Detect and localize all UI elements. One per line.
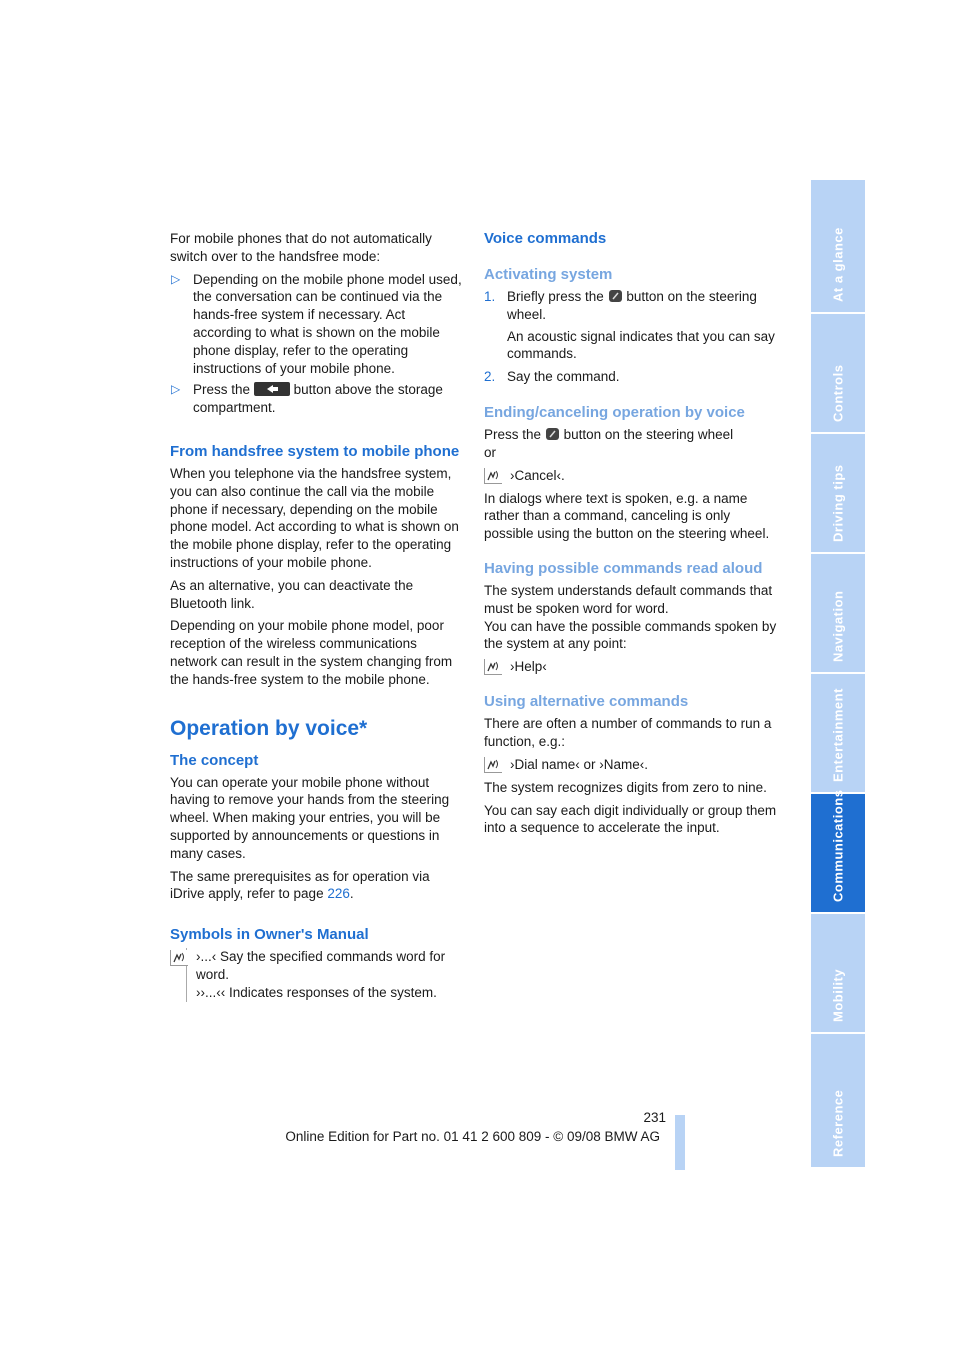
tab-driving-tips[interactable] bbox=[811, 434, 865, 552]
step-text: Briefly press the bbox=[507, 289, 604, 304]
paragraph: When you telephone via the handsfree system, you can also continue the call via the mobile phone if necessary, depending on the mobile phone model. Act according to what is shown on the mobile phone display, refer to the operating instructions of your mobile phone. bbox=[170, 465, 459, 570]
paragraph: You can have the possible commands spoken by the system at any point: bbox=[484, 618, 777, 652]
section-heading: The concept bbox=[170, 751, 259, 769]
voice-command-text: ›Cancel‹. bbox=[510, 467, 565, 483]
symbol-say-text: ›...‹ Say the specified commands word for word. bbox=[196, 949, 446, 982]
edition-footer: Online Edition for Part no. 01 41 2 600 809 - © 09/08 BMW AG bbox=[285, 1129, 660, 1144]
step-number: 1. bbox=[484, 289, 496, 304]
bullet-text: Press the bbox=[193, 382, 251, 398]
section-heading: From handsfree system to mobile phone bbox=[170, 442, 460, 460]
voice-command-icon bbox=[484, 757, 502, 773]
bullet-text: Depending on the mobile phone model used, the conversation can be continued via the hands-free system if necessary. Act according to what is shown on the mobile phone display, refer to the operating instructions of your mobile phone. bbox=[193, 271, 462, 376]
paragraph: or bbox=[484, 444, 497, 460]
voice-command-text: ›Dial name‹ or ›Name‹. bbox=[510, 756, 649, 772]
paragraph: In dialogs where text is spoken, e.g. a name rather than a command, canceling is only possible using the button on the steering wheel. bbox=[484, 490, 770, 542]
tab-label: Entertainment bbox=[830, 688, 846, 782]
tab-at-a-glance[interactable] bbox=[811, 180, 865, 312]
voice-command-line bbox=[484, 658, 779, 676]
tab-label: Reference bbox=[830, 1089, 846, 1157]
paragraph: There are often a number of commands to run a function, e.g.: bbox=[484, 716, 772, 749]
section-heading: Symbols in Owner's Manual bbox=[170, 926, 369, 944]
intro-text: For mobile phones that do not automatically switch over to the handsfree mode: bbox=[170, 231, 432, 264]
tab-entertainment[interactable] bbox=[811, 674, 865, 792]
paragraph: You can say each digit individually or group them into a sequence to accelerate the input. bbox=[484, 802, 777, 836]
voice-command-icon bbox=[484, 659, 502, 675]
paragraph-text: The same prerequisites as for operation via iDrive apply, refer to page bbox=[170, 868, 430, 902]
step-note: An acoustic signal indicates that you can say commands. bbox=[507, 328, 775, 362]
left-column bbox=[170, 230, 462, 1002]
storage-compartment-button-icon bbox=[254, 382, 290, 396]
steering-wheel-button-icon bbox=[608, 289, 623, 303]
list-item bbox=[170, 381, 462, 417]
tab-label: Mobility bbox=[830, 968, 846, 1022]
tab-label: Driving tips bbox=[830, 464, 846, 542]
step-text: Say the command. bbox=[507, 369, 620, 385]
page-reference-link[interactable]: 226 bbox=[327, 886, 350, 902]
voice-command-text: ›Help‹ bbox=[510, 659, 547, 675]
right-column bbox=[484, 230, 779, 842]
bullet-triangle-icon: ▷ bbox=[171, 382, 181, 397]
page-marker-bar bbox=[675, 1115, 685, 1170]
list-item bbox=[484, 368, 779, 386]
subsection-heading: Ending/canceling operation by voice bbox=[484, 403, 745, 421]
paragraph bbox=[170, 868, 462, 904]
list-item bbox=[484, 288, 779, 324]
subsection-heading: Having possible commands read aloud bbox=[484, 559, 763, 577]
paragraph: You can operate your mobile phone without having to remove your hands from the steering wheel. When making your entries, you will be supported by announcements or questions in many cases. bbox=[170, 774, 450, 861]
voice-command-icon bbox=[484, 468, 502, 484]
subsection-heading: Activating system bbox=[484, 266, 613, 283]
voice-command-line bbox=[484, 467, 779, 485]
tab-reference[interactable] bbox=[811, 1034, 865, 1167]
paragraph: The system understands default commands that must be spoken word for word. bbox=[484, 582, 773, 616]
tab-communications[interactable] bbox=[811, 789, 865, 912]
tab-label: Navigation bbox=[830, 590, 846, 662]
tab-label: Controls bbox=[830, 364, 846, 422]
steering-wheel-button-icon bbox=[545, 427, 560, 441]
chapter-sidebar bbox=[811, 180, 865, 1167]
paragraph: The system recognizes digits from zero to nine. bbox=[484, 779, 767, 795]
tab-mobility[interactable] bbox=[811, 914, 865, 1032]
symbols-block bbox=[170, 948, 462, 1001]
step-number: 2. bbox=[484, 369, 496, 385]
tab-label: At a glance bbox=[830, 227, 846, 302]
section-heading: Voice commands bbox=[484, 230, 607, 247]
paragraph bbox=[484, 426, 779, 444]
page-number: 231 bbox=[643, 1110, 666, 1125]
tab-navigation[interactable] bbox=[811, 554, 865, 672]
paragraph-text: Press the bbox=[484, 426, 542, 442]
bullet-text: button above the storage compartment. bbox=[193, 382, 443, 416]
voice-command-icon bbox=[170, 950, 188, 966]
step-text: button on the steering wheel. bbox=[507, 289, 757, 322]
tab-controls[interactable] bbox=[811, 314, 865, 432]
paragraph-text: button on the steering wheel bbox=[563, 426, 734, 442]
symbol-response-text: ››...‹‹ Indicates responses of the system. bbox=[196, 984, 437, 1000]
bullet-triangle-icon: ▷ bbox=[171, 271, 181, 286]
page-title: Operation by voice* bbox=[170, 716, 368, 740]
subsection-heading: Using alternative commands bbox=[484, 693, 689, 711]
voice-command-line bbox=[484, 756, 779, 774]
paragraph-text: . bbox=[349, 886, 354, 902]
list-item bbox=[170, 271, 462, 378]
paragraph: Depending on your mobile phone model, poor reception of the wireless communications network can result in the system changing from the hands-free system to the mobile phone. bbox=[170, 618, 453, 687]
paragraph: As an alternative, you can deactivate the Bluetooth link. bbox=[170, 577, 414, 611]
tab-label: Communications bbox=[830, 789, 846, 902]
